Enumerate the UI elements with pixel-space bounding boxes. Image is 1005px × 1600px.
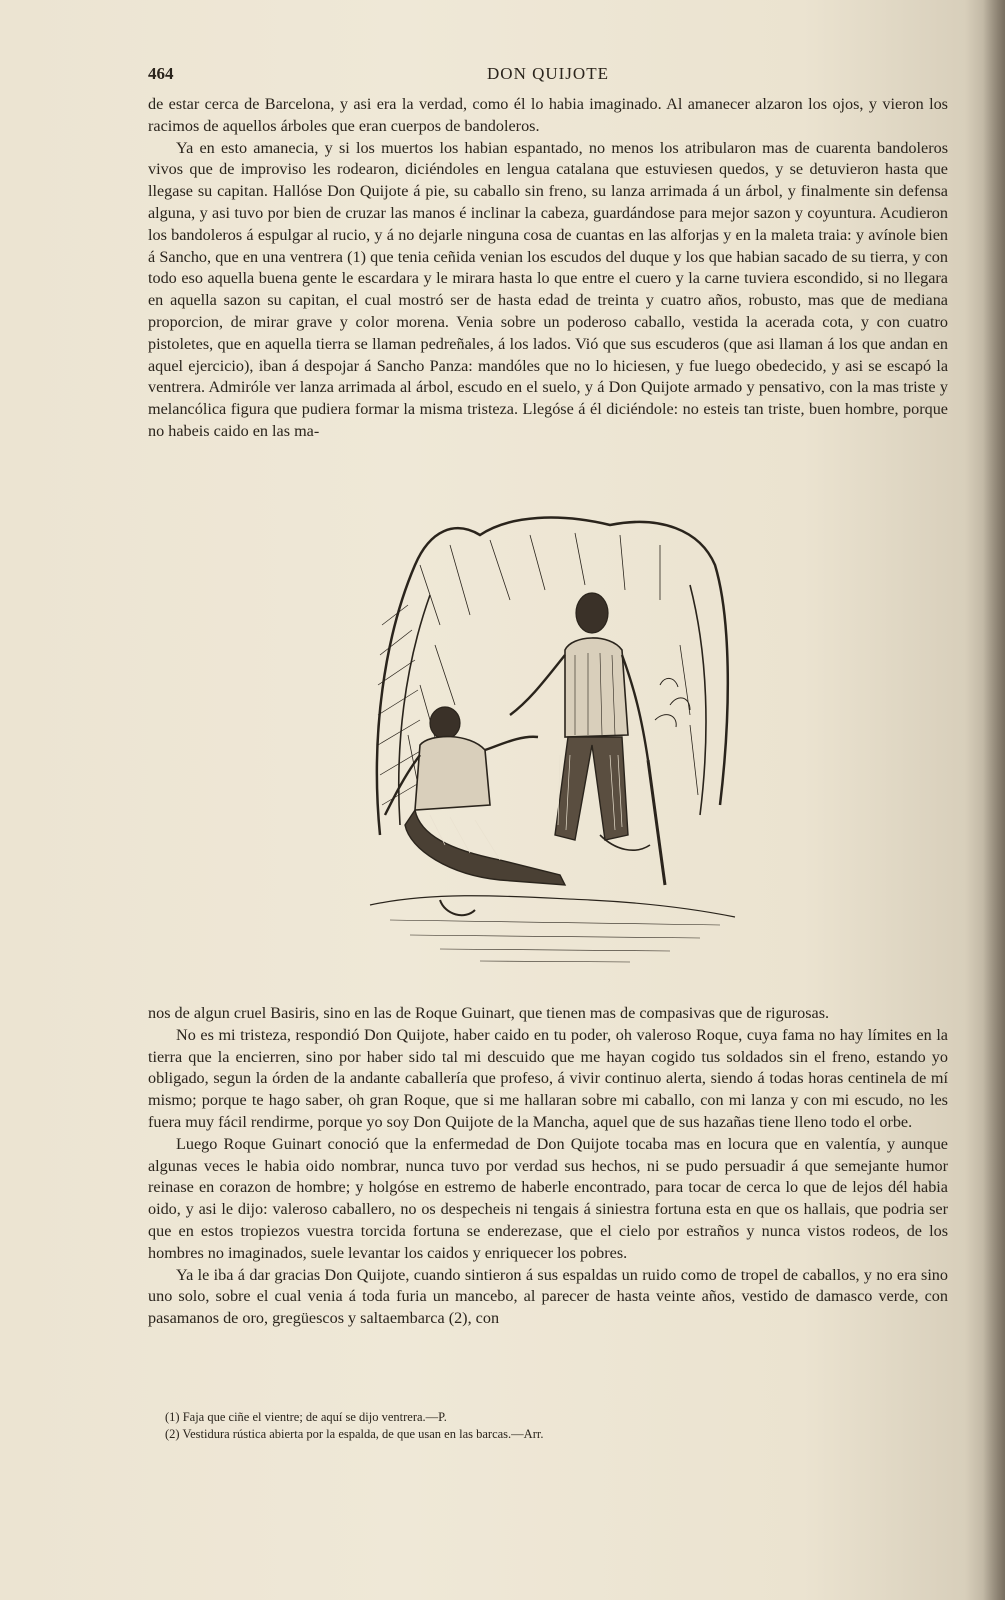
seated-figure-head [430, 707, 460, 739]
page-gutter-shadow [983, 0, 1005, 1600]
paragraph: Ya le iba á dar gracias Don Quijote, cuando sintieron á sus espaldas un ruido como de tropel de caballos, y no era sino uno solo, sobre el cual venia á toda furia un mancebo, al parecer de hasta veinte años, vestido de damasco verde, con pasamanos de oro, gregüescos y saltaembarca (2), con [148, 1265, 948, 1328]
footnote: (1) Faja que ciñe el vientre; de aquí se dijo ventrera.—P. [165, 1410, 447, 1424]
footnotes [165, 1409, 945, 1443]
running-title: DON QUIJOTE [487, 64, 609, 83]
page-number: 464 [148, 64, 174, 83]
paragraph: Ya en esto amanecia, y si los muertos los habian espantado, no menos los atribularon mas de cuarenta bandoleros vivos que de improviso les rodearon, diciéndoles en lengua catalana que estuviesen quedos, y se detuvieron hasta que llegase su capitan. Hallóse Don Quijote á pie, su caballo sin freno, su lanza arrimada á un árbol, y finalmente sin defensa alguna, y asi tuvo por bien de cruzar las manos é inclinar la cabeza, guardándose para mejor sazon y coyuntura. Acudieron los bandoleros á espulgar al rucio, y á no dejarle ninguna cosa de cuantas en las alforjas y en la maleta traia: y avínole bien á Sancho, que en una ventrera (1) que tenia ceñida venian los escudos del duque y los que habian sacado de su tierra, y con todo eso aquella buena gente le escardara y le mirara hasta lo que entre el cuero y la carne tuviera escondido, si no llegara en aquella sazon su capitan, el cual mostró ser de hasta edad de treinta y cuatro años, robusto, mas que de mediana proporcion, de mirar grave y color morena. Venia sobre un poderoso caballo, vestida la acerada cota, y con cuatro pistoletes, que en aquella tierra se llaman pedreñales, á los lados. Vió que sus escuderos (que asi llaman á los que andan en aquel ejercicio), iban á despojar á Sancho Panza: mandóles que no lo hiciesen, y fue luego obedecido, y asi se escapó la ventrera. Admiróle ver lanza arrimada al árbol, escudo en el suelo, y á Don Quijote armado y pensativo, con la mas triste y melancólica figura que pudiera formar la misma tristeza. Llegóse á él diciéndole: no esteis tan triste, buen hombre, porque no habeis caido en las ma- [148, 138, 948, 440]
seated-figure-body [415, 737, 490, 810]
text-block-bottom [148, 1003, 948, 1330]
paragraph: Luego Roque Guinart conoció que la enfermedad de Don Quijote tocaba mas en locura que en valentía, y aunque algunas veces le habia oido nombrar, nunca tuvo por verdad sus hechos, ni se pudo persuadir á que semejante humor reinase en corazon de hombre; y holgóse en estremo de haberle encontrado, para tocar de cerca lo que de lejos dél habia oido, y asi le dijo: valeroso caballero, no os despecheis ni tengais á siniestra fortuna esta en que os hallais, que podria ser que en estos tropiezos vuestra torcida fortuna se enderezase, que el cielo por estraños y nunca vistos rodeos, de los hombres no imaginados, suele levantar los caidos y enriquecer los pobres. [148, 1134, 948, 1262]
text-block-top [148, 94, 948, 443]
paragraph: de estar cerca de Barcelona, y asi era la verdad, como él lo habia imaginado. Al amanecer alzaron los ojos, y vieron los racimos de aquellos árboles que eran cuerpos de bandoleros. [148, 95, 948, 135]
footnote: (2) Vestidura rústica abierta por la espalda, de que usan en las barcas.—Arr. [165, 1427, 544, 1441]
paragraph: No es mi tristeza, respondió Don Quijote, haber caido en tu poder, oh valeroso Roque, cuya fama no hay límites en la tierra que la encierren, sino por haber sido tal mi descuido que me hayan cogido tus soldados sin el freno, estando yo obligado, segun la órden de la andante caballería que profeso, á vivir continuo alerta, siendo á todas horas centinela de mí mismo; porque te hago saber, oh gran Roque, que si me hallaran sobre mi caballo, con mi lanza y con mi escudo, no les fuera muy fácil rendirme, porque yo soy Don Quijote de la Mancha, aquel que de sus hazañas tiene lleno todo el orbe. [148, 1025, 948, 1131]
running-header [148, 64, 948, 86]
standing-figure-head [576, 593, 608, 633]
ground-hatching [370, 896, 735, 917]
foliage [655, 678, 690, 727]
standing-figure-body [565, 638, 628, 737]
paragraph: nos de algun cruel Basiris, sino en las de Roque Guinart, que tienen mas de compasivas que de rigurosas. [148, 1004, 830, 1022]
engraving-illustration [360, 505, 745, 975]
